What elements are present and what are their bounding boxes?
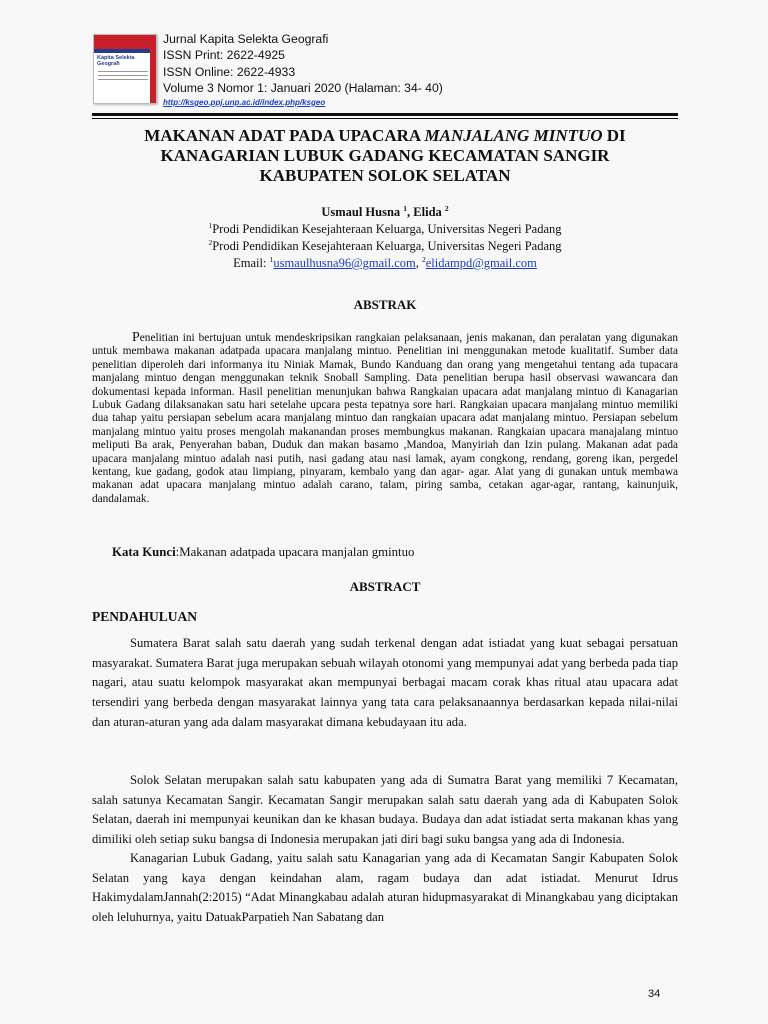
logo-text: Kapita Selekta Geografi	[97, 55, 135, 67]
journal-url-link[interactable]: http://ksgeo.ppj.unp.ac.id/index.php/ksgeo	[163, 98, 326, 107]
keywords-text: :Makanan adatpada upacara manjalan gmintuo	[175, 545, 415, 559]
affiliation-1: $^1$Prodi Pendidikan Kesejahteraan Keluarga, Universitas Negeri Padang	[208, 221, 562, 236]
header-rule-thick	[92, 113, 678, 116]
body-paragraph-3: Kanagarian Lubuk Gadang, yaitu salah satu Kanagarian yang ada di Kecamatan Sangir Kabupaten Solok Selatan yang kaya dengan keindahan alam, ragam budaya dan adat istiadat. Menurut Idrus HakimydalamJannah(2:2015) “Adat Minangkabau adalah aturan hidupmasyarakat di Minangkabau yang diciptakan oleh leluhurnya, yaitu DatuakParpatieh Nan Sabatang dan	[92, 851, 678, 925]
author-1: Usmaul Husna	[321, 205, 401, 219]
volume-info: Volume 3 Nomor 1: Januari 2020 (Halaman: 34- 40)	[163, 80, 443, 95]
abstrak-body: Penelitian ini bertujuan untuk mendeskripsikan rangkaian pelaksanaan, jenis makanan, dan peralatan yang digunakan untuk membawa makanan adatpada upacara manjalang mintuo. Penelitian ini menggunakan metode kualitatif. Sumber data penelitian diperoleh dari informanya itu Niniak Mamak, Bundo Kanduang dan orang yang mengetahui tentang ada tupacara manjalang mintuo dengan menggunakan teknik Snoball Sampling. Data penelitian berupa hasil observasi wawancara dan dokumentasi kepada informan. Hasil penelitian menunjukan bahwa Rangkaian upacara adat manjalang mintuo di Kanagarian Lubuk Gadang dilaksanakan satu hari setelahe upcara pesta tepatnya sore hari. Rangkaian upacara manjalang mintuo memiliki dua tahap yaitu persiapan sebelum acara manjalang mintuo dan rangkaian upacara adat manjalang mintuo. Persiapan sebelum manjalang mintuo yaitu proses mengolah makanandan proses membungkus makanan. Rangkaian upacara manajalang mintuo meliputi Ba arak, Penyerahan baban, Duduk dan makan basamo ,Mandoa, Manyiriah dan Izin pulang. Makanan adat pada upacara manjalang mintuo adalah nasi putih, nasi gadang atau nasi lamak, ayam congkong, rendang, goreng ikan, pergedel kentang, kue gadang, godok atau limpiang, pinyaram, kembalo yang dan agar- agar. Alat yang di gunakan untuk membawa makanan adat upacara manjalang mintuo adalah carano, talam, piring samba, cetakan agar-agar, rantang, kainunjuik, dandalamak.	[92, 330, 678, 505]
keywords	[112, 545, 414, 560]
journal-name: Jurnal Kapita Selekta Geografi	[163, 32, 329, 46]
page-number: 34	[648, 988, 661, 1000]
journal-info	[163, 31, 443, 96]
section-heading-pendahuluan: PENDAHULUAN	[92, 609, 198, 624]
body-paragraph-2: Solok Selatan merupakan salah satu kabupaten yang ada di Sumatra Barat yang memiliki 7 Kecamatan, salah satunya Kecamatan Sangir. Kecamatan Sangir merupakan salah satu daerah yang ada di Kabupaten Solok Selatan, daerah ini mempunyai keunikan dan ke khasan budaya. Budaya dan adat istiadat serta makanan khas yang dimiliki oleh setiap suku bangsa di Indonesia merupakan jati diri bagi suku bangsa yang ada di Indonesia.	[92, 773, 678, 847]
author-2: Elida	[413, 205, 442, 219]
body-paragraph-1: Sumatera Barat salah satu daerah yang sudah terkenal dengan adat istiadat yang kuat sebagai persatuan masyarakat. Sumatera Barat juga merupakan sebuah wilayah otonomi yang mempunyai adat yang berbeda pada tiap nagari, atau suatu kelompok masyarakat akan mempunyai berbagai macam corak khas ritual atau upacara adat tersendiri yang berbeda dengan masyarakat lainnya yang tata cara pelaksanaannya berdasarkan kepada nilai-nilai dan aturan-aturan yang ada dalam masyarakat dimana kebudayaan itu ada.	[92, 636, 678, 729]
title-line-1: MAKANAN ADAT PADA UPACARA MANJALANG MINTUO DI	[144, 126, 626, 145]
issn-online: ISSN Online: 2622-4933	[163, 64, 296, 79]
title-line-3: KABUPATEN SOLOK SELATAN	[259, 166, 511, 185]
author-emails: Email: $^1$usmaulhusna96@gmail.com, $^2$elidampd@gmail.com	[233, 255, 537, 270]
email-link-2[interactable]: elidampd@gmail.com	[425, 256, 537, 270]
header-rule-thin	[92, 118, 678, 119]
title-line-2: KANAGARIAN LUBUK GADANG KECAMATAN SANGIR	[160, 146, 610, 165]
email-link-1[interactable]: usmaulhusna96@gmail.com	[273, 256, 416, 270]
abstract-heading: ABSTRACT	[349, 579, 421, 594]
journal-cover-logo	[93, 34, 157, 104]
affiliation-2: $^2$Prodi Pendidikan Kesejahteraan Keluarga, Universitas Negeri Padang	[208, 238, 562, 253]
authors: Usmaul Husna $^1$, Elida $^2$	[321, 204, 449, 219]
issn-print: ISSN Print: 2622-4925	[163, 48, 285, 63]
keywords-label: Kata Kunci	[112, 545, 176, 559]
abstrak-heading: ABSTRAK	[353, 297, 417, 312]
paper-title	[92, 126, 678, 186]
